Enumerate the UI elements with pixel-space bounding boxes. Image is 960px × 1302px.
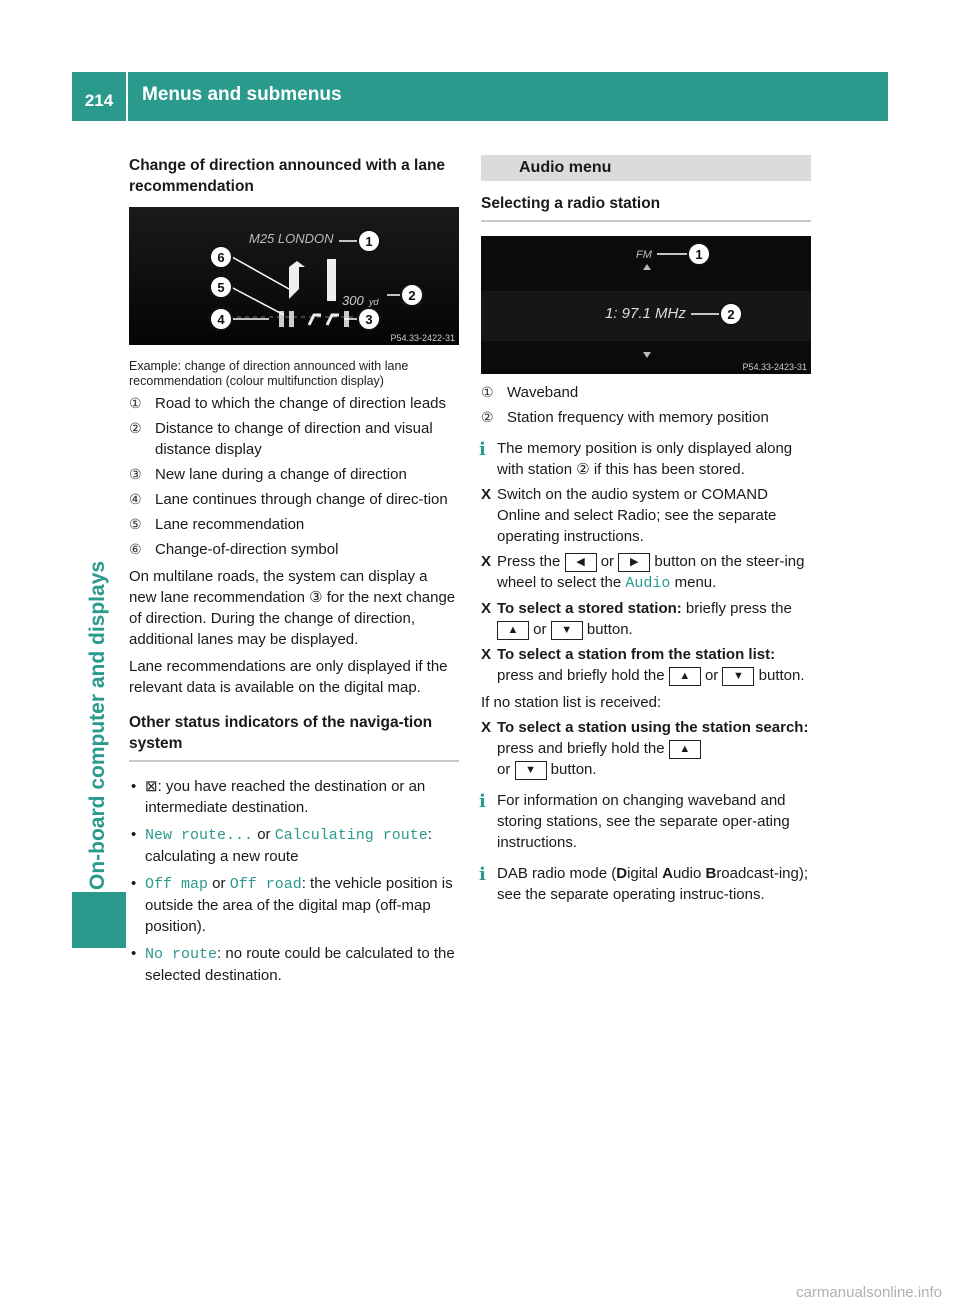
list-item: ⑥ Change-of-direction symbol [129, 541, 339, 558]
figure-code: P54.33-2422-31 [390, 333, 455, 343]
info-note: i For information on changing waveband and storing stations, see the separate oper-ating instructions. [479, 791, 790, 851]
info-icon: i [479, 791, 486, 812]
callout-5: 5 [217, 280, 225, 295]
section-heading: Selecting a radio station [481, 193, 811, 222]
left-column [129, 155, 459, 986]
paragraph: Lane recommendations are only displayed if the relevant data is available on the digital map. [129, 658, 448, 696]
down-button-icon: ▼ [551, 621, 583, 640]
distance-value: 300 [342, 293, 364, 308]
step: X To select a station from the station list: press and briefly hold the ▲ or ▼ button. [481, 646, 805, 684]
up-button-icon: ▲ [669, 740, 701, 759]
left-button-icon: ◀ [565, 553, 597, 572]
callout-1: 1 [365, 234, 373, 249]
step-arrow-icon: X [481, 553, 492, 570]
callout-3: 3 [365, 312, 373, 327]
list-item: ② Station frequency with memory position [481, 409, 769, 426]
distance-unit: yd [369, 297, 379, 307]
down-button-icon: ▼ [722, 667, 754, 686]
step: X Press the ◀ or ▶ button on the steer-ing wheel to select the Audio menu. [481, 553, 805, 592]
page-number: 214 [84, 91, 114, 110]
step-arrow-icon: X [481, 600, 492, 617]
list-item: ② Distance to change of direction and visual distance display [129, 420, 433, 458]
list-item: • ⊠: you have reached the destination or an intermediate destination. [131, 778, 426, 816]
radio-display-figure [481, 236, 811, 374]
step-arrow-icon: X [481, 646, 492, 663]
info-icon: i [479, 439, 486, 460]
right-column [481, 155, 811, 905]
section-bar: Audio menu [481, 155, 811, 181]
callout-6: 6 [217, 250, 225, 265]
up-button-icon: ▲ [497, 621, 529, 640]
list-item: ③ New lane during a change of direction [129, 466, 407, 483]
frequency-label: 1: 97.1 MHz [605, 305, 686, 322]
right-button-icon: ▶ [618, 553, 650, 572]
list-item: ① Road to which the change of direction leads [129, 395, 447, 412]
list-item: ④ Lane continues through change of direc-tion [129, 491, 448, 508]
road-name: M25 LONDON [249, 231, 334, 246]
list-item: • No route: no route could be calculated to the selected destination. [131, 945, 455, 984]
list-item: ① Waveband [481, 384, 579, 401]
side-tab-label: On-board computer and displays [86, 560, 109, 890]
step-arrow-icon: X [481, 719, 492, 736]
info-note: i The memory position is only displayed along with station ② if this has been stored. [479, 439, 793, 478]
waveband-label: FM [636, 249, 652, 261]
nav-display-figure [129, 207, 459, 345]
figure-code: P54.33-2423-31 [742, 362, 807, 372]
figure-caption: Example: change of direction announced with lane recommendation (colour multifunction display) [129, 359, 409, 388]
info-icon: i [479, 864, 486, 885]
page-title: Menus and submenus [142, 84, 342, 105]
header-divider [126, 72, 128, 121]
section-heading: Other status indicators of the naviga-tion system [129, 712, 459, 762]
destination-flag-icon: ⊠ [145, 778, 158, 795]
callout-4: 4 [217, 312, 225, 327]
info-note: i DAB radio mode (Digital Audio Broadcast-ing); see the separate operating instruc-tions. [479, 864, 809, 903]
paragraph: If no station list is received: [481, 694, 662, 711]
callout-2: 2 [727, 307, 735, 322]
list-item: • New route... or Calculating route: calculating a new route [131, 826, 432, 865]
section-heading: Change of direction announced with a lane recommendation [129, 157, 446, 195]
list-item: • Off map or Off road: the vehicle position is outside the area of the digital map (off-map position). [131, 875, 453, 935]
paragraph: On multilane roads, the system can display a new lane recommendation ③ for the next change of direction. During the change of direction, additional lanes may be displayed. [129, 568, 456, 648]
up-button-icon: ▲ [669, 667, 701, 686]
callout-1: 1 [695, 247, 703, 262]
down-button-icon: ▼ [515, 761, 547, 780]
list-item: ⑤ Lane recommendation [129, 516, 305, 533]
step-arrow-icon: X [481, 486, 492, 503]
callout-2: 2 [408, 288, 416, 303]
side-tab-block [72, 892, 126, 948]
footer-watermark: carmanualsonline.info [796, 1284, 942, 1301]
step: X To select a stored station: briefly press the ▲ or ▼ button. [481, 600, 792, 638]
step: X To select a station using the station search: press and briefly hold the ▲ or ▼ button. [481, 719, 809, 778]
step: X Switch on the audio system or COMAND Online and select Radio; see the separate operating instructions. [481, 486, 777, 545]
